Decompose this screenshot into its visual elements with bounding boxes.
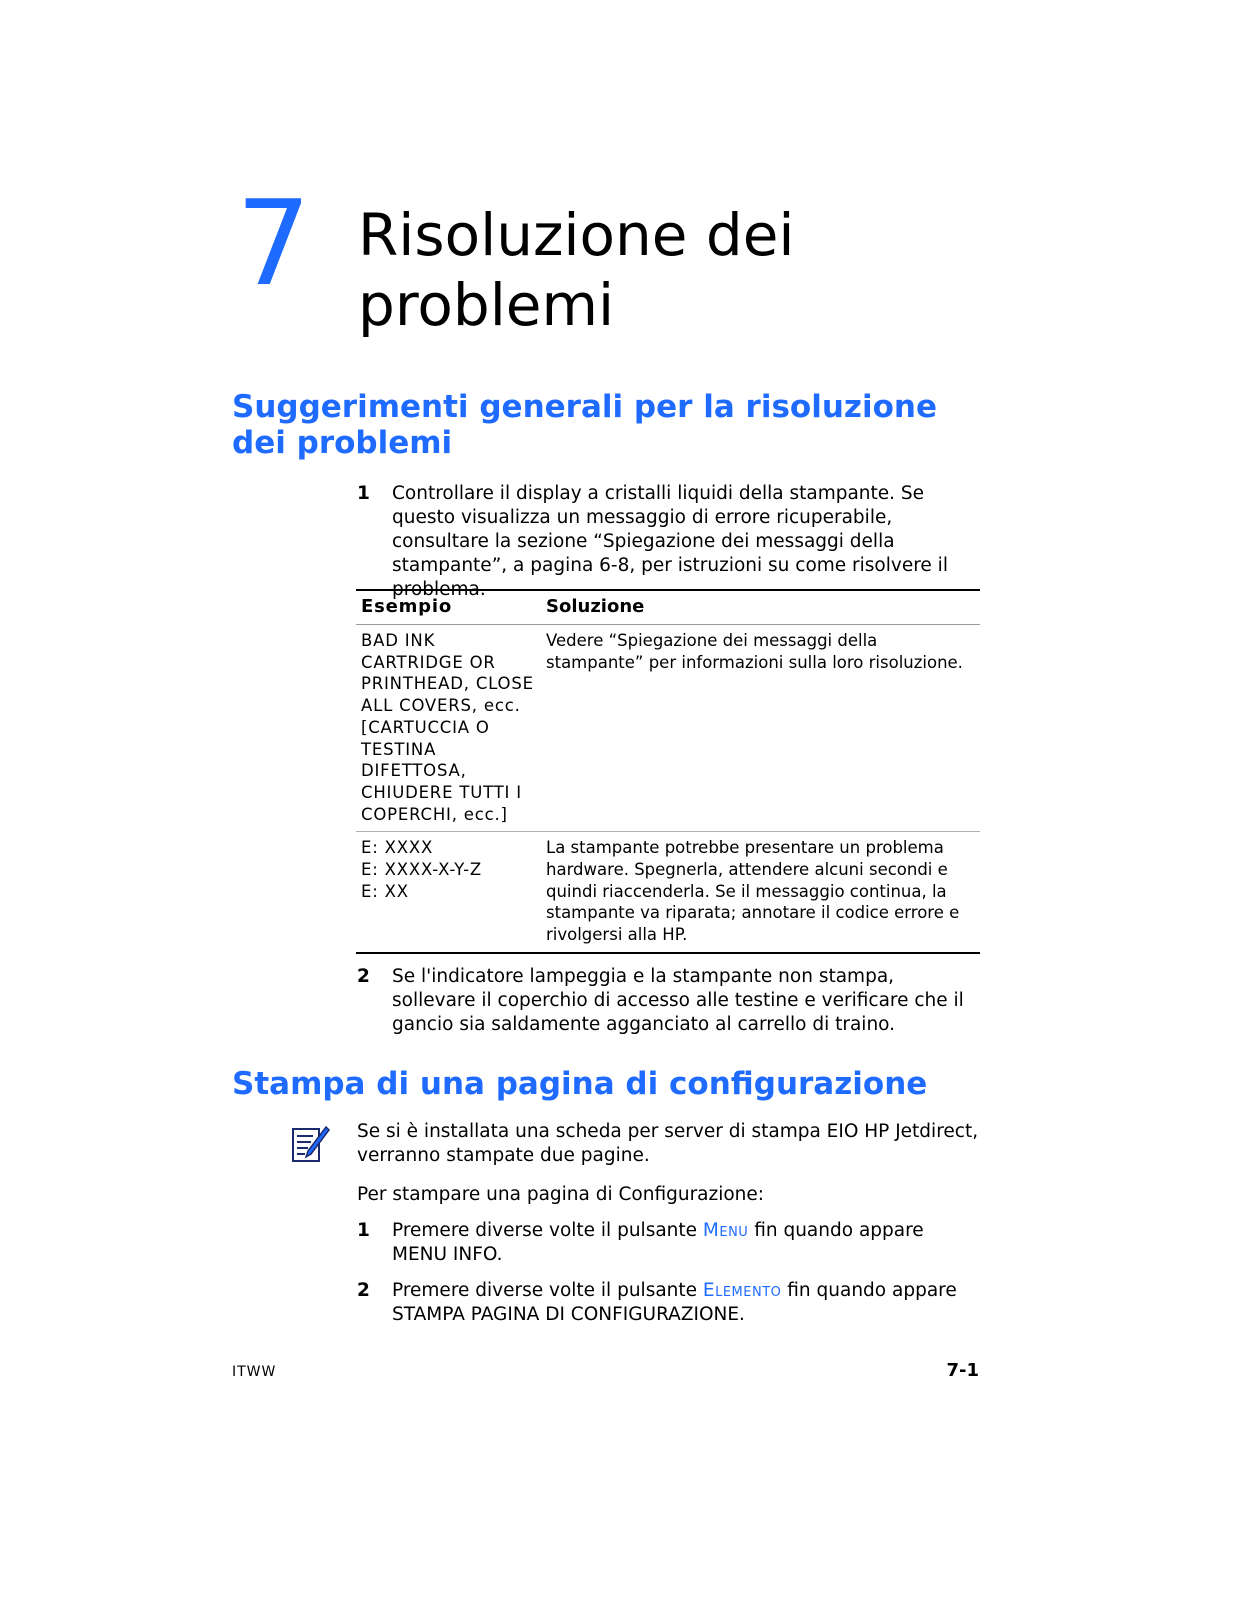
step-text-before: Premere diverse volte il pulsante xyxy=(392,1220,703,1241)
table-cell-example: BAD INK CARTRIDGE OR PRINTHEAD, CLOSE ALL COVERS, ecc. [CARTUCCIA O TESTINA DIFETTOSA, CHIUDERE TUTTI I COPERCHI, ecc.] xyxy=(356,625,541,832)
section-heading-config-page: Stampa di una pagina di configurazione xyxy=(232,1066,928,1102)
table-header-row xyxy=(356,590,980,625)
step-text xyxy=(392,1219,981,1267)
menu-key-label: Menu xyxy=(702,1220,749,1241)
step-number: 2 xyxy=(357,966,370,987)
list-item xyxy=(357,965,981,1037)
step-text: Se l'indicatore lampeggia e la stampante non stampa, sollevare il coperchio di accesso alle testine e verificare che il gancio sia saldamente agganciato al carrello di traino. xyxy=(392,966,964,1035)
chapter-title: Risoluzione dei problemi xyxy=(358,201,795,339)
step-text-before: Premere diverse volte il pulsante xyxy=(392,1280,703,1301)
page-number: 7-1 xyxy=(946,1360,979,1381)
list-item xyxy=(357,482,981,602)
section-heading-troubleshooting-tips: Suggerimenti generali per la risoluzione dei problemi xyxy=(232,389,937,461)
step-text-after: fin quando appare MENU INFO. xyxy=(392,1220,924,1265)
step-text-after: fin quando appare STAMPA PAGINA DI CONFIGURAZIONE. xyxy=(392,1280,957,1325)
step-text: Controllare il display a cristalli liquidi della stampante. Se questo visualizza un messaggio di errore ricuperabile, consultare la sezione “Spiegazione dei messaggi della stampante”, a pagina 6-8, per istruzioni su come risolvere il problema. xyxy=(392,483,948,600)
step-number: 1 xyxy=(357,1220,370,1241)
intro-text: Per stampare una pagina di Configurazione: xyxy=(357,1184,765,1205)
step-number: 1 xyxy=(357,483,370,504)
table-cell-solution: La stampante potrebbe presentare un problema hardware. Spegnerla, attendere alcuni secondi e quindi riaccenderla. Se il messaggio continua, la stampante va riparata; annotare il codice errore e rivolgersi alla HP. xyxy=(541,832,980,953)
note-pencil-icon xyxy=(291,1124,331,1166)
table-row xyxy=(356,832,980,953)
item-key-label: Elemento xyxy=(702,1280,782,1301)
step-number: 2 xyxy=(357,1280,370,1301)
table-cell-example: E: XXXX E: XXXX-X-Y-Z E: XX xyxy=(356,832,541,953)
table-cell-solution: Vedere “Spiegazione dei messaggi della stampante” per informazioni sulla loro risoluzione. xyxy=(541,625,980,832)
list-item xyxy=(357,1279,981,1327)
example-solution-table xyxy=(356,589,980,954)
column-header-example: Esempio xyxy=(356,590,541,625)
chapter-number: 7 xyxy=(236,174,312,312)
column-header-solution: Soluzione xyxy=(541,590,980,625)
note-text: Se si è installata una scheda per server di stampa EIO HP Jetdirect, verranno stampate due pagine. xyxy=(357,1121,979,1166)
footer-left-label: ITWW xyxy=(232,1364,277,1380)
step-text xyxy=(392,1279,981,1327)
list-item xyxy=(357,1219,981,1267)
table-row xyxy=(356,625,980,832)
